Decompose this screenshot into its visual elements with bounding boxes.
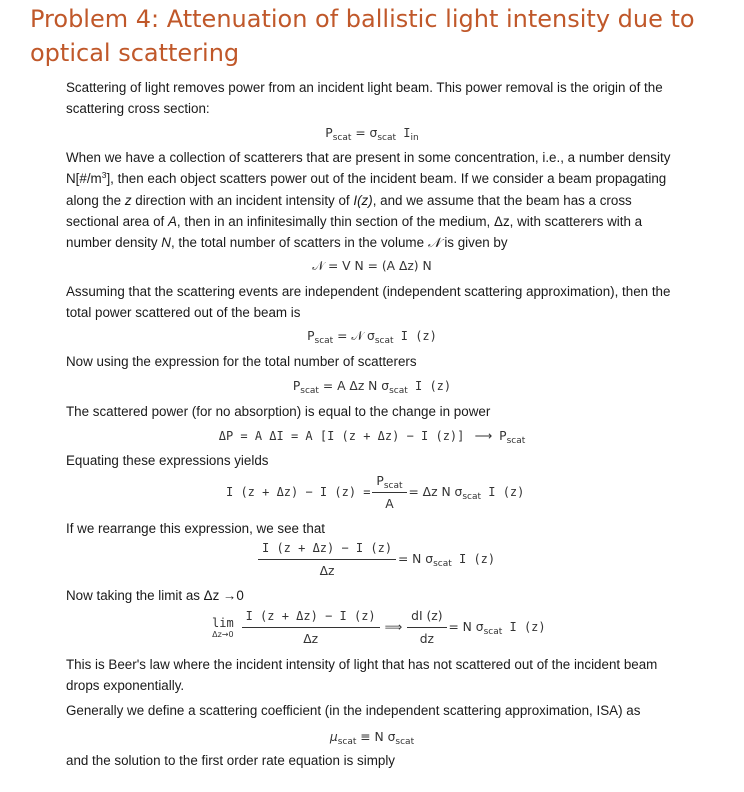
fraction-difference-quotient: $\frac{I (z + \Delta z) - I (z)}{\Delta z}$ [260, 541, 394, 578]
limit-operator: lim Δz→0 [212, 616, 234, 639]
equation-scattering-coefficient: $\mu_{scat} \equiv N$ $\sigma_{scat}$ [329, 730, 415, 747]
paragraph-independent-scattering: Assuming that the scattering events are independent (independent scattering approximation), then the total power scattered out of the beam is [66, 284, 671, 321]
paragraph-change-in-power: The scattered power (for no absorption) is equal to the change in power [66, 404, 491, 419]
paragraph-intro: Scattering of light removes power from an incident light beam. This power removal is the origin of the scattering cross section: [66, 80, 663, 117]
equation-scattered-power-expanded: $P_{scat} = A$ Δz N $\sigma_{scat}$ I (z) [292, 379, 452, 396]
paragraph-rearrange: If we rearrange this expression, we see that [66, 521, 326, 536]
implies-arrow-icon: ⟹ [384, 620, 403, 634]
paragraph-equating: Equating these expressions yields [66, 453, 269, 468]
fraction-power-over-area: $\frac{P_{scat}}{A}$ [374, 474, 404, 511]
equation-rearranged: $\frac{I (z + \Delta z) - I (z)}{\Delta z}$ = N $\sigma_{scat}$ I (z) [260, 541, 495, 578]
fraction-difference-quotient-limit: $\frac{I (z + \Delta z) - I (z)}{\Delta z}$ [244, 609, 378, 646]
equation-total-scattered-power: $P_{scat}$ = 𝒩 $\sigma_{scat}$ I (z) [307, 329, 437, 346]
paragraph-scattering-coefficient: Generally we define a scattering coefficient (in the independent scattering approximation, ISA) as [66, 703, 641, 718]
paragraph-beers-law: This is Beer's law where the incident intensity of light that has not scattered out of the incident beam drops exponentially. [66, 657, 658, 694]
paragraph-taking-limit: Now taking the limit as Δz →0 [66, 588, 244, 603]
equation-number-of-scatterers: 𝒩 = V N = (A Δz) N [312, 259, 432, 273]
equation-change-in-power: ΔP = A ΔI = A [I (z + Δz) − I (z)] ⟶ $P_{scat}$ [218, 429, 526, 446]
equation-scattering-cross-section: $P_{scat} = \sigma_{scat}$ $I_{in}$ [325, 126, 419, 143]
equation-limit-derivative: lim Δz→0 $\frac{I (z + \Delta z) - I (z)}{\Delta z}$ ⟹ $\frac{dI (z)}{dz}$ = N $\sigma_{scat}$ I (z) [212, 609, 546, 646]
equation-equating-expressions: I (z + Δz) − I (z) = $\frac{P_{scat}}{A}$ = Δz N $\sigma_{scat}$ I (z) [226, 474, 525, 511]
fraction-derivative: $\frac{dI (z)}{dz}$ [409, 609, 444, 646]
paragraph-using-expression: Now using the expression for the total number of scatterers [66, 354, 417, 369]
right-arrow-icon: ⟶ [474, 429, 493, 443]
paragraph-solution: and the solution to the first order rate equation is simply [66, 753, 395, 768]
page-title: Problem 4: Attenuation of ballistic light intensity due to optical scattering [30, 5, 695, 67]
paragraph-number-density: When we have a collection of scatterers that are present in some concentration, i.e., a number density $N[\#/m^3]$, then each object scatters power out of the incident beam. If we consider a beam propagating along the z direction with an incident intensity of I(z), and we assume that the beam has a cross sectional area of A, then in an infinitesimally thin section of the medium, Δz, with scatterers with a number density N, the total number of scatters in the volume 𝒩 is given by [66, 150, 671, 251]
